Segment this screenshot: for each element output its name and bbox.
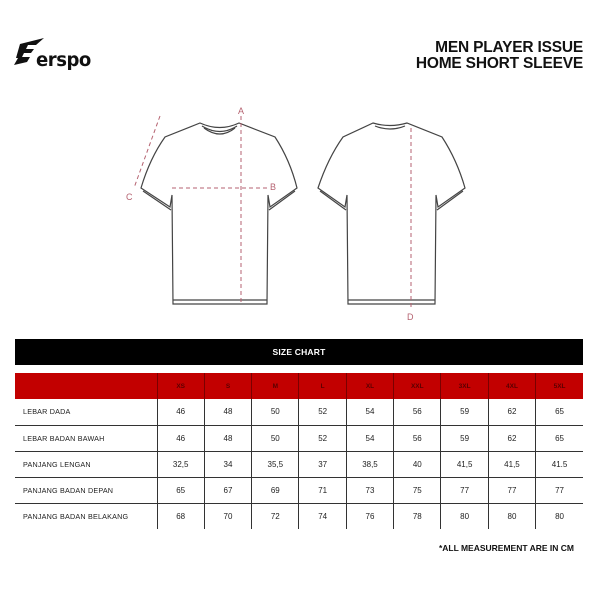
size-header-l: L <box>299 373 346 399</box>
cell-value: 34 <box>204 451 251 477</box>
brand-logo <box>14 38 104 78</box>
size-header-xs: XS <box>157 373 204 399</box>
table-row <box>15 399 583 425</box>
cell-value: 65 <box>536 399 583 425</box>
row-label: LEBAR DADA <box>15 399 157 425</box>
cell-value: 52 <box>299 425 346 451</box>
row-label: PANJANG LENGAN <box>15 451 157 477</box>
cell-value: 32,5 <box>157 451 204 477</box>
size-header-row <box>15 373 583 399</box>
cell-value: 80 <box>441 503 488 529</box>
cell-value: 40 <box>394 451 441 477</box>
table-row <box>15 425 583 451</box>
measure-label-d: D <box>407 312 414 322</box>
cell-value: 50 <box>252 399 299 425</box>
measure-label-a: A <box>238 106 245 116</box>
cell-value: 80 <box>536 503 583 529</box>
cell-value: 54 <box>346 425 393 451</box>
size-chart-title: SIZE CHART <box>15 339 583 365</box>
row-label: PANJANG BADAN BELAKANG <box>23 511 129 521</box>
table-row <box>15 477 583 503</box>
cell-value: 62 <box>488 425 535 451</box>
cell-value: 48 <box>204 399 251 425</box>
tshirt-outline-icon <box>120 100 480 330</box>
cell-value: 59 <box>441 399 488 425</box>
header-empty-cell <box>15 373 157 399</box>
cell-value: 77 <box>536 477 583 503</box>
cell-value: 65 <box>157 477 204 503</box>
cell-value: 46 <box>157 425 204 451</box>
product-title-line2: HOME SHORT SLEEVE <box>415 55 583 72</box>
size-header-xl: XL <box>346 373 393 399</box>
measurement-note: *ALL MEASUREMENT ARE IN CM <box>438 543 574 553</box>
size-chart-table <box>15 373 583 529</box>
cell-value: 77 <box>441 477 488 503</box>
cell-value: 78 <box>394 503 441 529</box>
cell-value: 37 <box>299 451 346 477</box>
measure-label-b: B <box>270 182 277 192</box>
cell-value: 62 <box>488 399 535 425</box>
cell-value: 67 <box>204 477 251 503</box>
cell-value: 59 <box>441 425 488 451</box>
cell-value: 38,5 <box>346 451 393 477</box>
size-header-m: M <box>252 373 299 399</box>
size-header-xxl: XXL <box>394 373 441 399</box>
cell-value: 41,5 <box>441 451 488 477</box>
cell-value: 74 <box>299 503 346 529</box>
row-label: LEBAR BADAN BAWAH <box>15 425 157 451</box>
cell-value: 65 <box>536 425 583 451</box>
brand-name: erspo <box>36 49 91 71</box>
cell-value: 80 <box>488 503 535 529</box>
cell-value: 56 <box>394 399 441 425</box>
shirt-diagram <box>120 100 480 330</box>
product-title-line1: MEN PLAYER ISSUE <box>435 39 583 56</box>
cell-value: 46 <box>157 399 204 425</box>
cell-value: 50 <box>252 425 299 451</box>
size-header-5xl: 5XL <box>536 373 583 399</box>
cell-value: 69 <box>252 477 299 503</box>
back-shirt <box>318 123 465 304</box>
cell-value: 35,5 <box>252 451 299 477</box>
row-label: PANJANG BADAN DEPAN <box>15 477 157 503</box>
product-title <box>416 40 583 72</box>
cell-value: 54 <box>346 399 393 425</box>
cell-value: 52 <box>299 399 346 425</box>
cell-value: 77 <box>488 477 535 503</box>
table-row <box>15 503 583 529</box>
cell-value: 71 <box>299 477 346 503</box>
cell-value: 76 <box>346 503 393 529</box>
cell-value: 41.5 <box>536 451 583 477</box>
cell-value: 75 <box>394 477 441 503</box>
cell-value: 56 <box>394 425 441 451</box>
cell-value: 48 <box>204 425 251 451</box>
size-header-s: S <box>204 373 251 399</box>
size-header-4xl: 4XL <box>488 373 535 399</box>
size-header-3xl: 3XL <box>441 373 488 399</box>
cell-value: 72 <box>252 503 299 529</box>
cell-value: 70 <box>204 503 251 529</box>
cell-value: 68 <box>157 503 204 529</box>
table-row <box>15 451 583 477</box>
front-shirt <box>141 123 297 304</box>
measure-label-c: C <box>126 192 133 202</box>
cell-value: 73 <box>346 477 393 503</box>
cell-value: 41,5 <box>488 451 535 477</box>
